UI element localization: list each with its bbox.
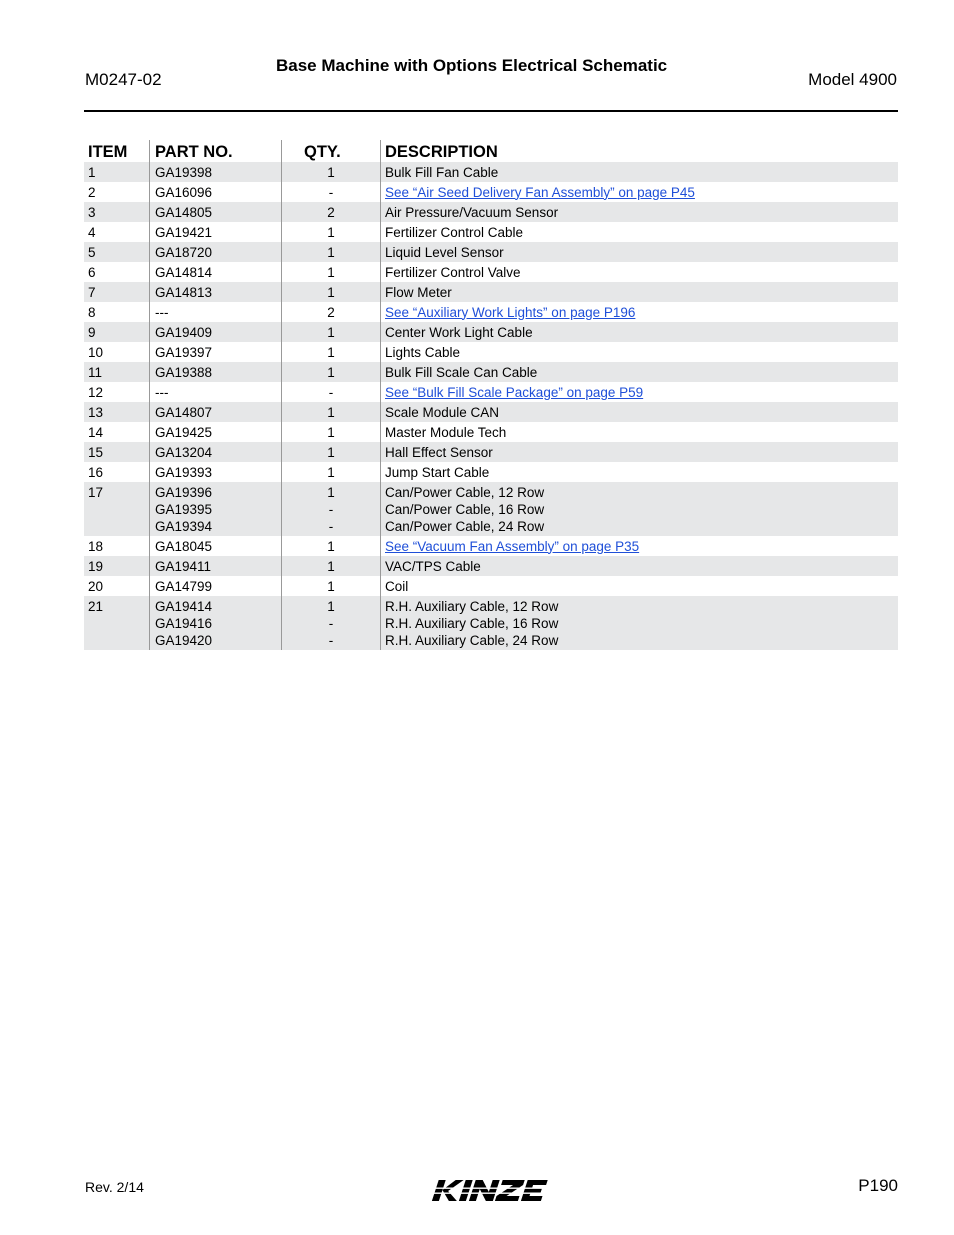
description-cell bbox=[381, 536, 899, 556]
quantity: 1 bbox=[327, 538, 335, 554]
part-no-cell bbox=[150, 422, 282, 442]
table-row bbox=[84, 556, 898, 576]
table-row bbox=[84, 342, 898, 362]
part-description: Coil bbox=[385, 578, 409, 594]
table-row bbox=[84, 282, 898, 302]
description-cell bbox=[381, 302, 899, 322]
table-row bbox=[84, 442, 898, 462]
quantity: 1 bbox=[327, 164, 335, 180]
qty-cell bbox=[282, 576, 381, 596]
part-description: Fertilizer Control Valve bbox=[385, 264, 521, 280]
quantity: 1 bbox=[327, 578, 335, 594]
table-row bbox=[84, 202, 898, 222]
qty-cell bbox=[282, 342, 381, 362]
description-cell bbox=[381, 576, 899, 596]
part-no-cell bbox=[150, 162, 282, 182]
quantity: - bbox=[328, 518, 334, 534]
part-no-cell bbox=[150, 282, 282, 302]
qty-cell bbox=[282, 402, 381, 422]
kinze-logo-mark bbox=[430, 1176, 552, 1206]
part-number: GA14805 bbox=[155, 204, 213, 220]
quantity: 1 bbox=[327, 598, 335, 614]
part-number: GA19411 bbox=[155, 558, 212, 574]
qty-cell bbox=[282, 596, 381, 650]
table-row bbox=[84, 402, 898, 422]
item-cell: 13 bbox=[84, 402, 150, 422]
item-cell: 9 bbox=[84, 322, 150, 342]
table-header-row bbox=[84, 140, 898, 162]
item-cell: 21 bbox=[84, 596, 150, 650]
description-cell bbox=[381, 162, 899, 182]
qty-cell bbox=[282, 422, 381, 442]
quantity: 2 bbox=[327, 204, 335, 220]
table-row bbox=[84, 302, 898, 322]
quantity: 1 bbox=[327, 244, 335, 260]
part-number: GA14813 bbox=[155, 284, 213, 300]
part-no-cell bbox=[150, 222, 282, 242]
qty-cell bbox=[282, 202, 381, 222]
item-cell: 3 bbox=[84, 202, 150, 222]
description-cell bbox=[381, 322, 899, 342]
description-cell bbox=[381, 462, 899, 482]
table-row bbox=[84, 576, 898, 596]
part-no-cell bbox=[150, 596, 282, 650]
document-number: M0247-02 bbox=[85, 70, 162, 89]
description-cell bbox=[381, 262, 899, 282]
part-number: GA19425 bbox=[155, 424, 213, 440]
kinze-logo bbox=[430, 1176, 552, 1211]
part-description: Can/Power Cable, 16 Row bbox=[385, 501, 545, 517]
item-cell: 16 bbox=[88, 464, 104, 480]
part-number: GA18720 bbox=[155, 244, 213, 260]
part-description: Flow Meter bbox=[385, 284, 452, 300]
qty-cell bbox=[282, 282, 381, 302]
part-number: GA19409 bbox=[155, 324, 213, 340]
qty-cell bbox=[282, 322, 381, 342]
column-header-qty: QTY. bbox=[282, 140, 381, 162]
part-no-cell bbox=[150, 462, 282, 482]
item-cell: 11 bbox=[84, 362, 150, 382]
table-row bbox=[84, 182, 898, 202]
part-no-cell bbox=[150, 536, 282, 556]
qty-cell bbox=[282, 382, 381, 402]
parts-table bbox=[84, 140, 898, 650]
table-row bbox=[84, 162, 898, 182]
part-no-cell bbox=[150, 202, 282, 222]
part-number: GA19394 bbox=[155, 518, 213, 534]
part-number: GA19414 bbox=[155, 598, 213, 614]
item-cell: 7 bbox=[84, 282, 150, 302]
part-number: GA19421 bbox=[155, 224, 213, 240]
quantity: 1 bbox=[327, 464, 335, 480]
table-row bbox=[84, 322, 898, 342]
quantity: 2 bbox=[327, 304, 335, 320]
item-cell: 2 bbox=[88, 184, 96, 200]
quantity: 1 bbox=[327, 444, 335, 460]
part-description: Hall Effect Sensor bbox=[385, 444, 493, 460]
part-no-cell bbox=[150, 242, 282, 262]
cross-reference-link[interactable]: See “Bulk Fill Scale Package” on page P59 bbox=[385, 384, 644, 400]
part-description: Bulk Fill Fan Cable bbox=[385, 164, 499, 180]
part-no-cell bbox=[150, 576, 282, 596]
quantity: 1 bbox=[327, 364, 335, 380]
quantity: - bbox=[328, 501, 334, 517]
part-number: GA14814 bbox=[155, 264, 213, 280]
quantity: - bbox=[328, 615, 334, 631]
page-number: P190 bbox=[858, 1176, 898, 1195]
table-row bbox=[84, 462, 898, 482]
table-row bbox=[84, 262, 898, 282]
quantity: 1 bbox=[327, 344, 335, 360]
qty-cell bbox=[282, 262, 381, 282]
table-row bbox=[84, 482, 898, 536]
column-header-item: ITEM bbox=[88, 143, 128, 161]
qty-cell bbox=[282, 482, 381, 536]
table-row bbox=[84, 222, 898, 242]
part-description: Master Module Tech bbox=[385, 424, 507, 440]
description-cell bbox=[381, 342, 899, 362]
description-cell bbox=[381, 442, 899, 462]
page-title: Base Machine with Options Electrical Schematic bbox=[276, 56, 668, 75]
part-no-cell bbox=[150, 262, 282, 282]
item-cell: 20 bbox=[88, 578, 104, 594]
part-description: Center Work Light Cable bbox=[385, 324, 533, 340]
part-description: Can/Power Cable, 24 Row bbox=[385, 518, 545, 534]
part-no-cell bbox=[150, 442, 282, 462]
quantity: 1 bbox=[327, 484, 335, 500]
part-number: GA19393 bbox=[155, 464, 213, 480]
quantity: - bbox=[328, 384, 334, 400]
part-no-cell bbox=[150, 382, 282, 402]
quantity: - bbox=[328, 632, 334, 648]
qty-cell bbox=[282, 222, 381, 242]
table-row bbox=[84, 362, 898, 382]
part-no-cell bbox=[150, 556, 282, 576]
part-description: Air Pressure/Vacuum Sensor bbox=[385, 204, 559, 220]
part-description: R.H. Auxiliary Cable, 16 Row bbox=[385, 615, 559, 631]
item-cell: 1 bbox=[84, 162, 150, 182]
quantity: 1 bbox=[327, 284, 335, 300]
item-cell: 17 bbox=[84, 482, 150, 536]
part-description: Lights Cable bbox=[385, 344, 461, 360]
table-row bbox=[84, 242, 898, 262]
part-number: GA19397 bbox=[155, 344, 213, 360]
revision-label: Rev. 2/14 bbox=[85, 1179, 144, 1195]
description-cell bbox=[381, 422, 899, 442]
part-no-cell bbox=[150, 182, 282, 202]
description-cell bbox=[381, 402, 899, 422]
item-cell: 5 bbox=[84, 242, 150, 262]
part-description: Fertilizer Control Cable bbox=[385, 224, 524, 240]
quantity: 1 bbox=[327, 324, 335, 340]
column-header-part-no: PART NO. bbox=[150, 140, 282, 162]
description-cell bbox=[381, 556, 899, 576]
part-number: GA19398 bbox=[155, 164, 213, 180]
quantity: - bbox=[328, 184, 334, 200]
description-cell bbox=[381, 482, 899, 536]
item-cell: 4 bbox=[88, 224, 96, 240]
part-number: GA14799 bbox=[155, 578, 213, 594]
part-no-cell bbox=[150, 482, 282, 536]
part-number: GA19395 bbox=[155, 501, 213, 517]
quantity: 1 bbox=[327, 264, 335, 280]
item-cell: 12 bbox=[88, 384, 104, 400]
quantity: 1 bbox=[327, 224, 335, 240]
description-cell bbox=[381, 202, 899, 222]
item-cell: 18 bbox=[88, 538, 104, 554]
description-cell bbox=[381, 362, 899, 382]
part-number: --- bbox=[155, 384, 169, 400]
cross-reference-link[interactable]: See “Auxiliary Work Lights” on page P196 bbox=[385, 304, 636, 320]
part-description: Jump Start Cable bbox=[385, 464, 490, 480]
table-row bbox=[84, 596, 898, 650]
part-description: Liquid Level Sensor bbox=[385, 244, 504, 260]
item-cell: 14 bbox=[88, 424, 104, 440]
qty-cell bbox=[282, 362, 381, 382]
parts-table-body bbox=[84, 162, 898, 650]
part-no-cell bbox=[150, 322, 282, 342]
part-description: R.H. Auxiliary Cable, 12 Row bbox=[385, 598, 559, 614]
part-description: VAC/TPS Cable bbox=[385, 558, 481, 574]
item-cell: 19 bbox=[84, 556, 150, 576]
part-description: R.H. Auxiliary Cable, 24 Row bbox=[385, 632, 559, 648]
column-header-description: DESCRIPTION bbox=[381, 140, 899, 162]
qty-cell bbox=[282, 536, 381, 556]
item-cell: 8 bbox=[88, 304, 96, 320]
item-cell: 15 bbox=[84, 442, 150, 462]
part-description: Scale Module CAN bbox=[385, 404, 500, 420]
model-label: Model 4900 bbox=[808, 70, 897, 89]
table-row bbox=[84, 536, 898, 556]
qty-cell bbox=[282, 442, 381, 462]
part-description: Bulk Fill Scale Can Cable bbox=[385, 364, 538, 380]
qty-cell bbox=[282, 162, 381, 182]
part-no-cell bbox=[150, 362, 282, 382]
part-number: GA16096 bbox=[155, 184, 213, 200]
part-number: GA18045 bbox=[155, 538, 213, 554]
quantity: 1 bbox=[327, 404, 335, 420]
quantity: 1 bbox=[327, 558, 335, 574]
qty-cell bbox=[282, 462, 381, 482]
part-number: GA19420 bbox=[155, 632, 213, 648]
description-cell bbox=[381, 242, 899, 262]
part-number: GA19396 bbox=[155, 484, 213, 500]
qty-cell bbox=[282, 242, 381, 262]
description-cell bbox=[381, 182, 899, 202]
description-cell bbox=[381, 382, 899, 402]
part-number: --- bbox=[155, 304, 169, 320]
cross-reference-link[interactable]: See “Vacuum Fan Assembly” on page P35 bbox=[385, 538, 640, 554]
part-number: GA13204 bbox=[155, 444, 213, 460]
part-description: Can/Power Cable, 12 Row bbox=[385, 484, 545, 500]
table-row bbox=[84, 382, 898, 402]
header-divider bbox=[84, 110, 898, 112]
cross-reference-link[interactable]: See “Air Seed Delivery Fan Assembly” on page P45 bbox=[385, 184, 695, 200]
description-cell bbox=[381, 282, 899, 302]
qty-cell bbox=[282, 302, 381, 322]
quantity: 1 bbox=[327, 424, 335, 440]
description-cell bbox=[381, 222, 899, 242]
qty-cell bbox=[282, 182, 381, 202]
description-cell bbox=[381, 596, 899, 650]
part-no-cell bbox=[150, 342, 282, 362]
table-row bbox=[84, 422, 898, 442]
part-number: GA14807 bbox=[155, 404, 213, 420]
part-no-cell bbox=[150, 302, 282, 322]
qty-cell bbox=[282, 556, 381, 576]
part-number: GA19416 bbox=[155, 615, 213, 631]
item-cell: 6 bbox=[88, 264, 96, 280]
item-cell: 10 bbox=[88, 344, 104, 360]
part-number: GA19388 bbox=[155, 364, 213, 380]
part-no-cell bbox=[150, 402, 282, 422]
